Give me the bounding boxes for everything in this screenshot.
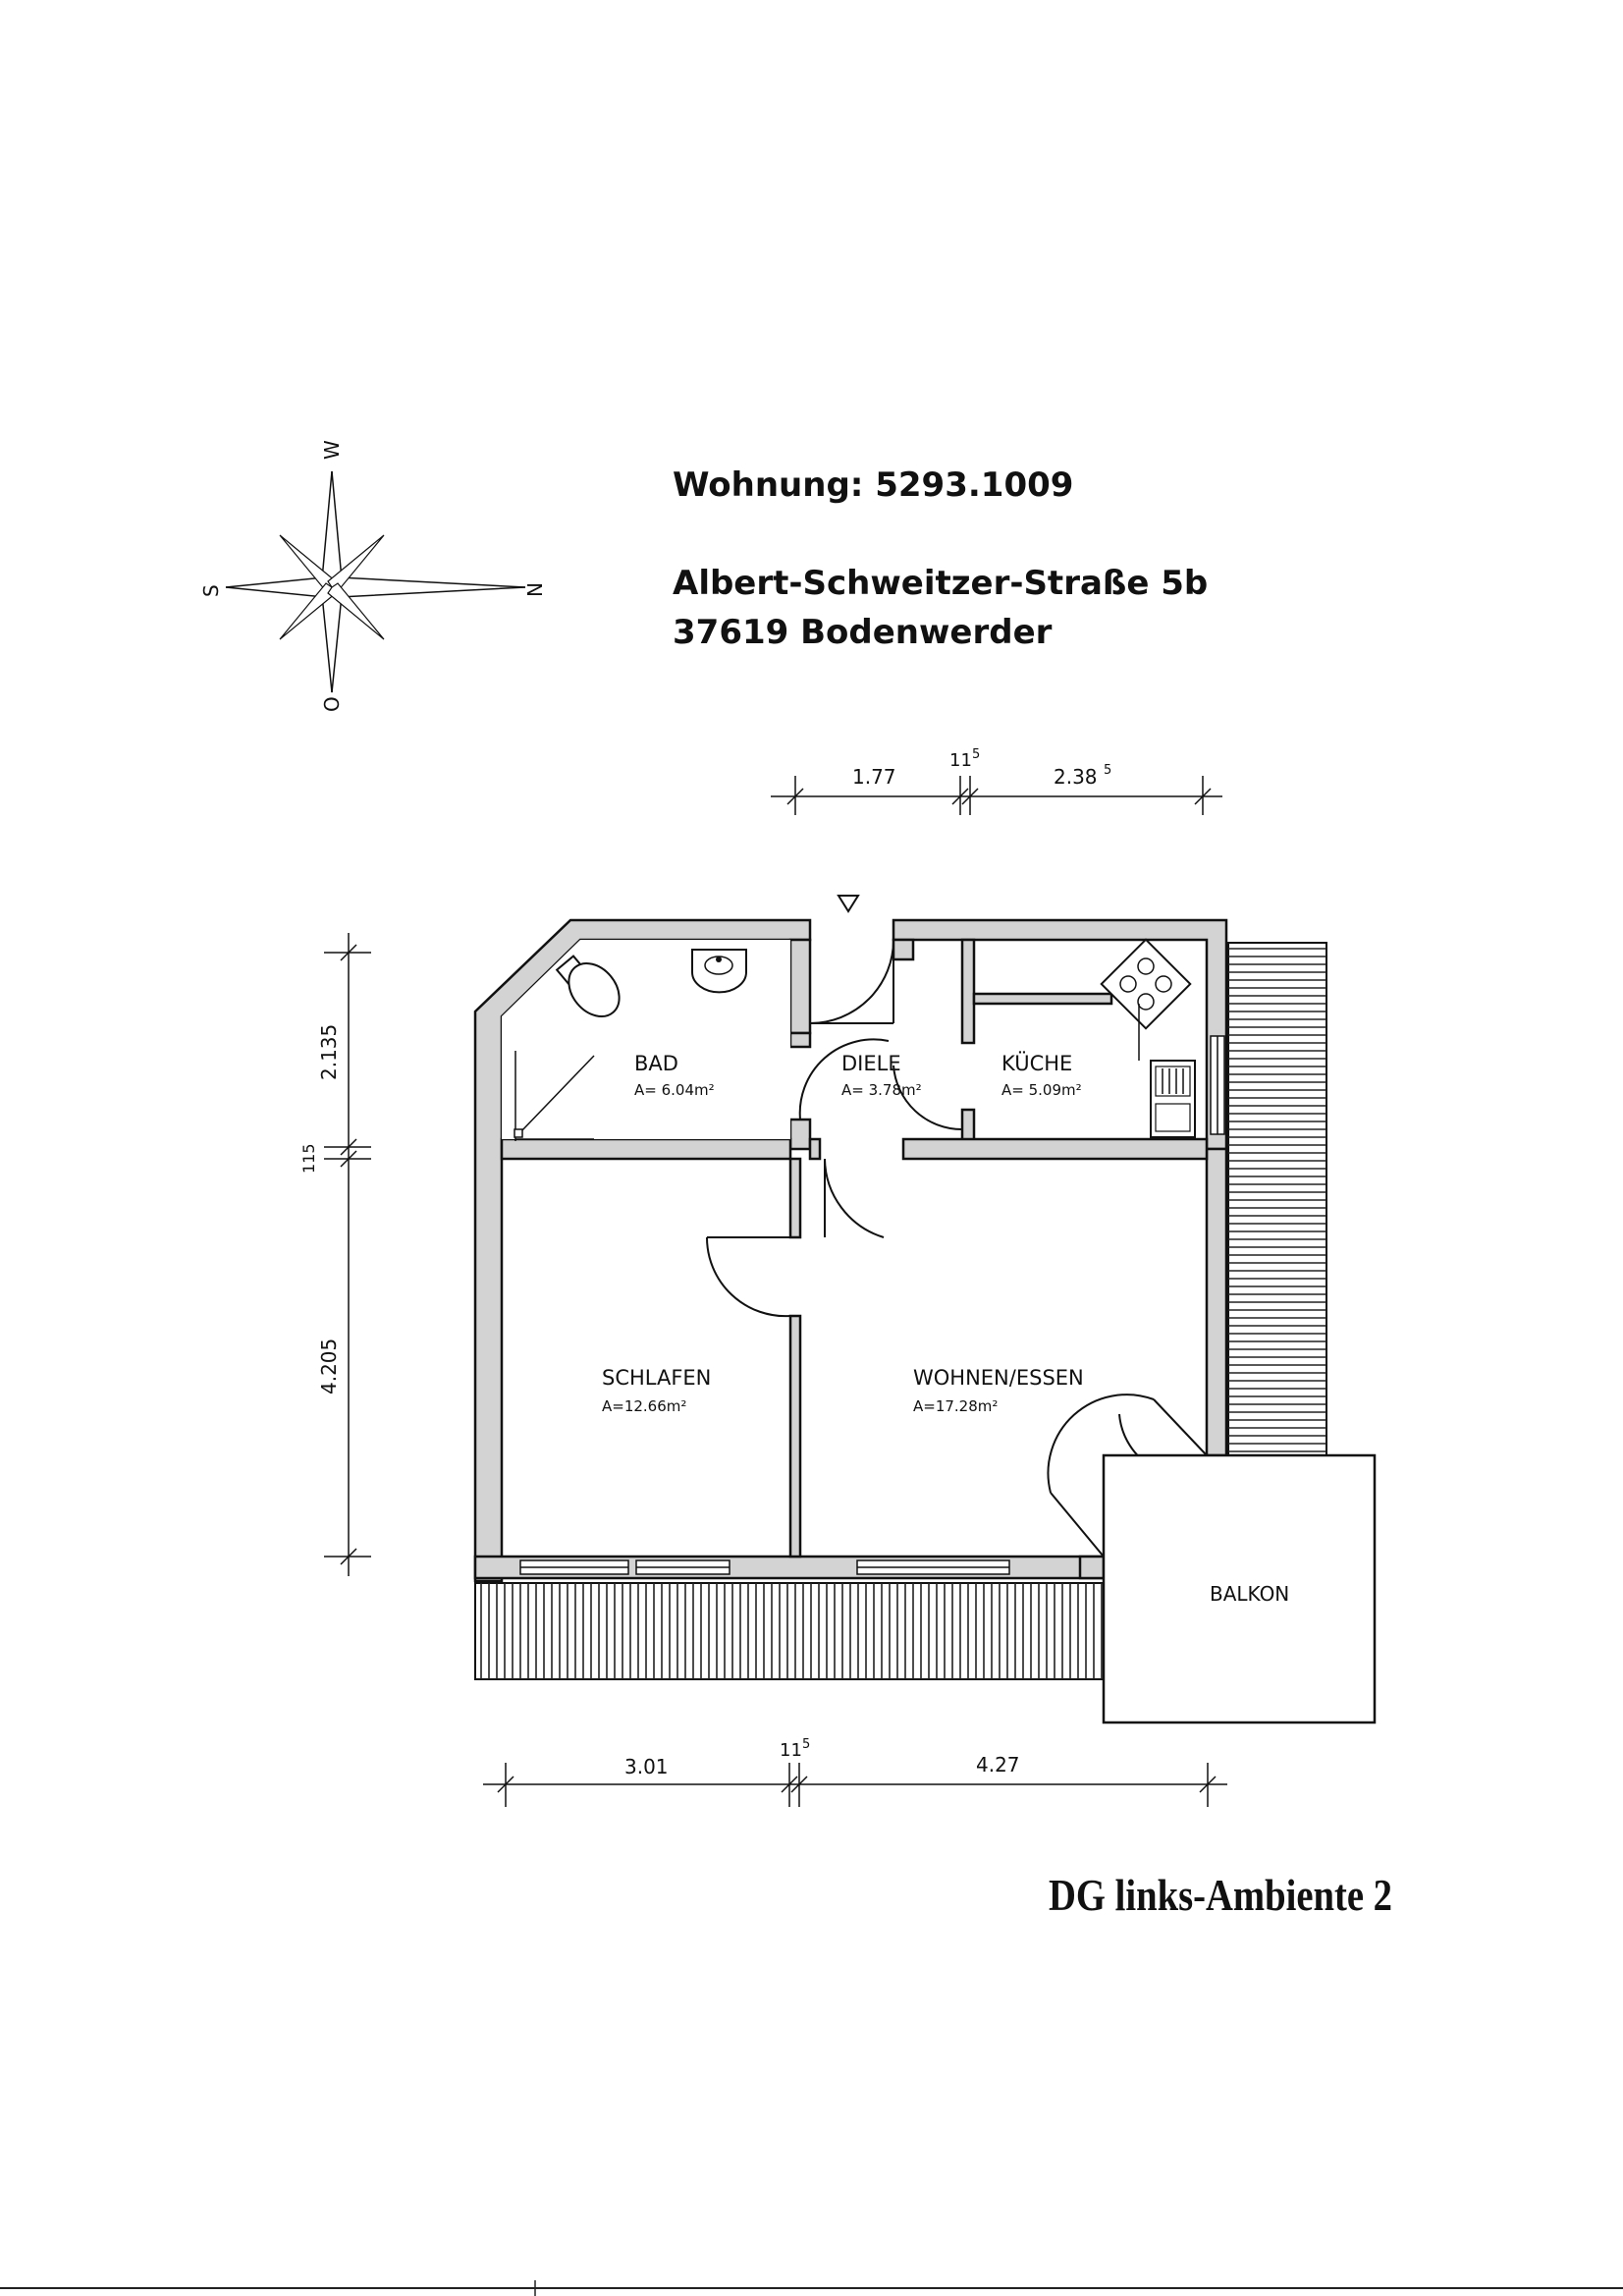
room-kueche-name: KÜCHE [1001, 1052, 1073, 1075]
dim-bottom-2-sup: 5 [802, 1737, 811, 1752]
street-address: Albert-Schweitzer-Straße 5b [673, 564, 1209, 603]
dim-left-1: 2.135 [317, 1023, 341, 1080]
room-wohnen-area: A=17.28m² [913, 1397, 999, 1415]
dimension-left [299, 933, 371, 1576]
room-wohnen-name: WOHNEN/ESSEN [913, 1366, 1084, 1390]
entrance-triangle-icon [839, 896, 858, 911]
unit-number: Wohnung: 5293.1009 [673, 465, 1074, 505]
compass-east-label: O [320, 696, 344, 712]
compass-west-label: W [320, 440, 344, 460]
dim-top-2: 11 [949, 750, 972, 771]
room-bad-name: BAD [634, 1052, 678, 1075]
dim-bottom-3: 4.27 [976, 1753, 1020, 1777]
room-bad-area: A= 6.04m² [634, 1081, 715, 1099]
city-address: 37619 Bodenwerder [673, 613, 1053, 652]
dim-top-1: 1.77 [852, 765, 896, 789]
dim-left-2: 115 [299, 1143, 318, 1174]
plan-title: DG links-Ambiente 2 [1049, 1870, 1392, 1920]
compass-north-label: N [523, 582, 547, 597]
room-schlafen-name: SCHLAFEN [602, 1366, 712, 1390]
dimension-bottom [483, 1737, 1227, 1807]
railing-bottom [475, 1583, 1104, 1679]
dim-top-3: 2.38 [1054, 765, 1098, 789]
dim-bottom-1: 3.01 [624, 1755, 669, 1778]
compass-rose-icon [199, 440, 547, 712]
dim-left-3: 4.205 [317, 1338, 341, 1394]
dim-top-2-sup: 5 [972, 747, 981, 762]
railing-right [1228, 943, 1326, 1458]
dim-bottom-2: 11 [780, 1740, 802, 1761]
room-schlafen-area: A=12.66m² [602, 1397, 687, 1415]
stove-icon [1102, 940, 1191, 1029]
room-diele-name: DIELE [841, 1052, 901, 1075]
compass-south-label: S [199, 584, 223, 597]
room-diele-area: A= 3.78m² [841, 1081, 922, 1099]
dimension-top [771, 747, 1222, 815]
room-kueche-area: A= 5.09m² [1001, 1081, 1082, 1099]
room-balkon-name: BALKON [1210, 1582, 1290, 1606]
sink-icon [692, 950, 746, 992]
dim-top-3-sup: 5 [1104, 763, 1112, 778]
kitchen-sink-icon [1151, 1061, 1195, 1137]
